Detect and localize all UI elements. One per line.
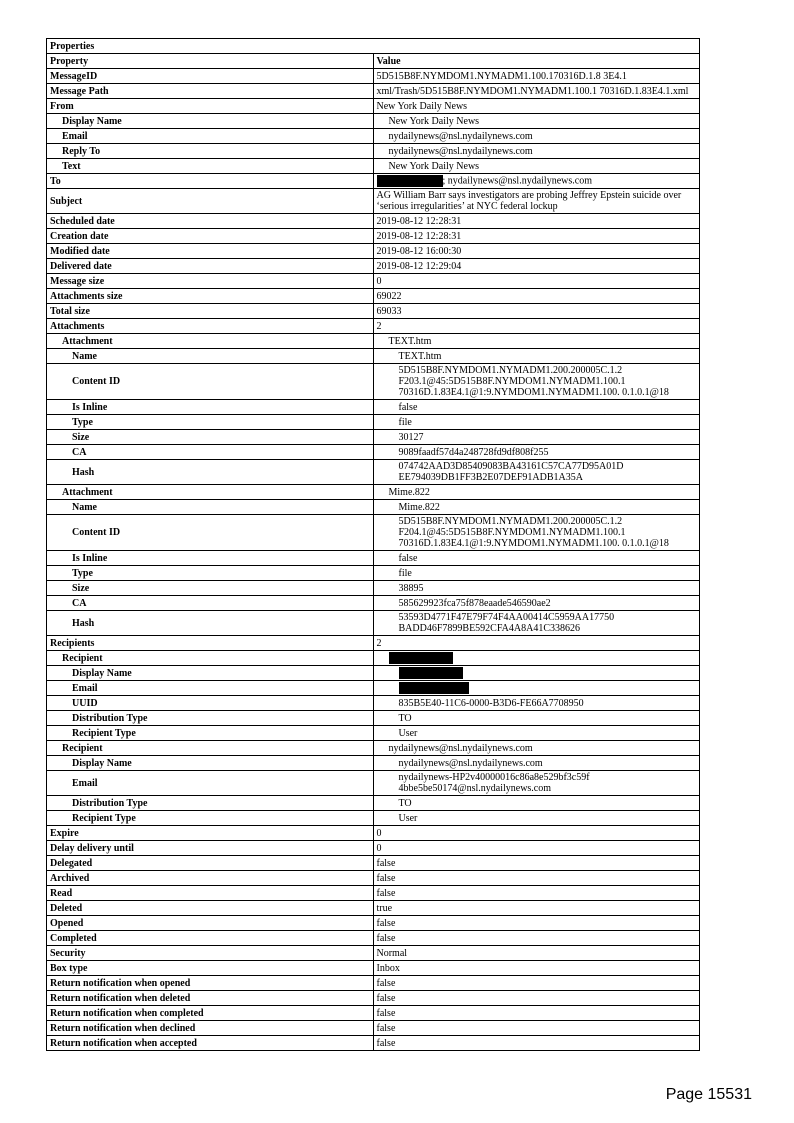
property-label: Deleted — [47, 901, 374, 916]
property-value — [373, 741, 700, 756]
table-row — [47, 946, 700, 961]
table-row — [47, 364, 700, 400]
property-label: Expire — [47, 826, 374, 841]
value-text: New York Daily News — [376, 100, 468, 112]
property-label: Recipient — [47, 741, 374, 756]
property-value — [373, 666, 700, 681]
table-row — [47, 214, 700, 229]
table-row — [47, 566, 700, 581]
property-value — [373, 144, 700, 159]
value-text: false — [398, 401, 418, 413]
table-row — [47, 976, 700, 991]
table-row — [47, 189, 700, 214]
value-text: 835B5E40-11C6-0000-B3D6-FE66A7708950 — [398, 697, 584, 709]
table-row — [47, 445, 700, 460]
value-text: false — [376, 857, 396, 869]
table-row — [47, 841, 700, 856]
property-label: Email — [47, 771, 374, 796]
value-text: New York Daily News — [388, 115, 480, 127]
property-value — [373, 711, 700, 726]
value-text: 9089faadf57d4a248728fd9df808f255 — [398, 446, 549, 458]
table-row — [47, 871, 700, 886]
property-value — [373, 99, 700, 114]
property-label: Display Name — [47, 114, 374, 129]
property-label: Distribution Type — [47, 796, 374, 811]
property-value — [373, 811, 700, 826]
property-label: Email — [47, 129, 374, 144]
redaction-block — [377, 175, 443, 187]
property-value — [373, 961, 700, 976]
property-label: CA — [47, 596, 374, 611]
value-text: 5D515B8F.NYMDOM1.NYMADM1.100.170316D.1.8 3E4.1 — [376, 70, 627, 82]
property-label: Recipients — [47, 636, 374, 651]
value-text: User — [398, 727, 418, 739]
property-label: Return notification when opened — [47, 976, 374, 991]
value-text: 0 — [376, 827, 382, 839]
value-text: 2019-08-12 16:00:30 — [376, 245, 462, 257]
table-row — [47, 1036, 700, 1051]
property-value — [373, 726, 700, 741]
property-value — [373, 856, 700, 871]
page-number: Page 15531 — [665, 1086, 752, 1103]
value-text: TO — [398, 712, 412, 724]
property-value — [373, 636, 700, 651]
property-label: To — [47, 174, 374, 189]
table-row — [47, 430, 700, 445]
value-text: false — [376, 872, 396, 884]
redaction-block — [389, 652, 453, 664]
value-text: nydailynews@nsl.nydailynews.com — [398, 757, 543, 769]
property-value — [373, 611, 700, 636]
table-row — [47, 259, 700, 274]
property-label: Return notification when deleted — [47, 991, 374, 1006]
value-text: Mime.822 — [388, 486, 430, 498]
table-row — [47, 69, 700, 84]
table-row — [47, 500, 700, 515]
table-row — [47, 1021, 700, 1036]
table-row — [47, 961, 700, 976]
property-value — [373, 796, 700, 811]
property-value — [373, 114, 700, 129]
table-row — [47, 796, 700, 811]
table-title-row — [47, 39, 700, 54]
property-label: Delegated — [47, 856, 374, 871]
table-row — [47, 756, 700, 771]
table-row — [47, 711, 700, 726]
value-text: file — [398, 416, 412, 428]
property-label: Hash — [47, 611, 374, 636]
property-value — [373, 581, 700, 596]
property-value — [373, 349, 700, 364]
property-value — [373, 334, 700, 349]
property-label: Name — [47, 349, 374, 364]
property-label: Return notification when accepted — [47, 1036, 374, 1051]
value-text: TO — [398, 797, 412, 809]
property-label: Read — [47, 886, 374, 901]
table-row — [47, 741, 700, 756]
value-text: false — [376, 977, 396, 989]
property-value — [373, 771, 700, 796]
table-row — [47, 931, 700, 946]
value-text: 2019-08-12 12:28:31 — [376, 215, 462, 227]
table-row — [47, 304, 700, 319]
property-value — [373, 129, 700, 144]
property-value — [373, 460, 700, 485]
value-text: ; nydailynews@nsl.nydailynews.com — [442, 175, 592, 187]
property-value — [373, 274, 700, 289]
property-value — [373, 681, 700, 696]
value-text: Inbox — [376, 962, 400, 974]
value-text: New York Daily News — [388, 160, 480, 172]
property-label: Recipient Type — [47, 811, 374, 826]
table-row — [47, 229, 700, 244]
property-value — [373, 696, 700, 711]
table-row — [47, 826, 700, 841]
table-row — [47, 551, 700, 566]
property-label: Return notification when completed — [47, 1006, 374, 1021]
table-row — [47, 334, 700, 349]
table-row — [47, 289, 700, 304]
table-row — [47, 596, 700, 611]
property-label: Type — [47, 415, 374, 430]
value-text: Mime.822 — [398, 501, 440, 513]
table-row — [47, 651, 700, 666]
property-value — [373, 1021, 700, 1036]
value-text: nydailynews@nsl.nydailynews.com — [388, 130, 533, 142]
value-text: Normal — [376, 947, 408, 959]
property-value — [373, 596, 700, 611]
property-value — [373, 551, 700, 566]
property-value — [373, 931, 700, 946]
property-value — [373, 946, 700, 961]
property-value — [373, 319, 700, 334]
property-value — [373, 566, 700, 581]
property-label: UUID — [47, 696, 374, 711]
table-row — [47, 856, 700, 871]
property-value — [373, 886, 700, 901]
property-value — [373, 756, 700, 771]
table-row — [47, 485, 700, 500]
value-text: true — [376, 902, 393, 914]
value-text: 585629923fca75f878eaade546590ae2 — [398, 597, 551, 609]
value-text: 2019-08-12 12:28:31 — [376, 230, 462, 242]
property-label: Delivered date — [47, 259, 374, 274]
property-label: Display Name — [47, 666, 374, 681]
value-text: false — [398, 552, 418, 564]
property-value — [373, 515, 700, 551]
property-value — [373, 1036, 700, 1051]
property-label: Return notification when declined — [47, 1021, 374, 1036]
table-row — [47, 991, 700, 1006]
property-label: Hash — [47, 460, 374, 485]
property-label: Content ID — [47, 364, 374, 400]
table-row — [47, 274, 700, 289]
table-row — [47, 916, 700, 931]
property-value — [373, 651, 700, 666]
table-row — [47, 681, 700, 696]
property-value — [373, 159, 700, 174]
table-row — [47, 349, 700, 364]
property-value — [373, 364, 700, 400]
property-label: Opened — [47, 916, 374, 931]
value-text: false — [376, 932, 396, 944]
value-text: AG William Barr says investigators are probing Jeffrey Epstein suicide over ‘serious irregularities’ at NYC federal lockup — [376, 190, 682, 212]
value-text: 5D515B8F.NYMDOM1.NYMADM1.200.200005C.1.2 F203.1@45:5D515B8F.NYMDOM1.NYMADM1.100.1 70316D.1.83E4.1@1:9.NYMDOM1.NYMADM1.100. 0.1.0.1@18 — [398, 365, 669, 398]
value-text: false — [376, 917, 396, 929]
table-row — [47, 400, 700, 415]
value-text: false — [376, 887, 396, 899]
value-text: xml/Trash/5D515B8F.NYMDOM1.NYMADM1.100.1 70316D.1.83E4.1.xml — [376, 85, 689, 97]
property-value — [373, 259, 700, 274]
value-text: nydailynews@nsl.nydailynews.com — [388, 145, 533, 157]
table-row — [47, 1006, 700, 1021]
property-label: CA — [47, 445, 374, 460]
property-label: Display Name — [47, 756, 374, 771]
table-row — [47, 99, 700, 114]
property-label: Security — [47, 946, 374, 961]
value-text: 30127 — [398, 431, 424, 443]
table-row — [47, 144, 700, 159]
property-label: Recipient Type — [47, 726, 374, 741]
table-row — [47, 515, 700, 551]
table-row — [47, 811, 700, 826]
property-label: Size — [47, 430, 374, 445]
property-label: Text — [47, 159, 374, 174]
redaction-block — [399, 667, 463, 679]
value-text: false — [376, 1037, 396, 1049]
property-label: Modified date — [47, 244, 374, 259]
property-label: Scheduled date — [47, 214, 374, 229]
property-value — [373, 214, 700, 229]
value-text: User — [398, 812, 418, 824]
property-label: Recipient — [47, 651, 374, 666]
header-value: Value — [373, 54, 700, 69]
property-label: Content ID — [47, 515, 374, 551]
property-value — [373, 244, 700, 259]
table-row — [47, 244, 700, 259]
property-value — [373, 976, 700, 991]
property-value — [373, 430, 700, 445]
property-label: Archived — [47, 871, 374, 886]
table-row — [47, 129, 700, 144]
value-text: 53593D4771F47E79F74F4AA00414C5959AA17750 BADD46F7899BE592CFA4A8A41C338626 — [398, 612, 615, 634]
property-value — [373, 84, 700, 99]
table-row — [47, 901, 700, 916]
value-text: false — [376, 1007, 396, 1019]
property-label: Attachments — [47, 319, 374, 334]
property-value — [373, 916, 700, 931]
property-label: Name — [47, 500, 374, 515]
property-value — [373, 304, 700, 319]
table-row — [47, 696, 700, 711]
value-text: nydailynews@nsl.nydailynews.com — [388, 742, 533, 754]
property-value — [373, 841, 700, 856]
property-value — [373, 189, 700, 214]
property-value — [373, 901, 700, 916]
property-label: Is Inline — [47, 551, 374, 566]
properties-table — [46, 38, 700, 1051]
property-label: Message size — [47, 274, 374, 289]
value-text: nydailynews-HP2v40000016c86a8e529bf3c59f 4bbe5be50174@nsl.nydailynews.com — [398, 772, 590, 794]
property-value — [373, 871, 700, 886]
property-value — [373, 400, 700, 415]
property-value — [373, 445, 700, 460]
property-label: Type — [47, 566, 374, 581]
property-label: Creation date — [47, 229, 374, 244]
header-property: Property — [47, 54, 374, 69]
table-header-row — [47, 54, 700, 69]
property-label: Is Inline — [47, 400, 374, 415]
property-value — [373, 229, 700, 244]
property-label: MessageID — [47, 69, 374, 84]
property-value — [373, 826, 700, 841]
property-label: Completed — [47, 931, 374, 946]
table-title: Properties — [47, 39, 700, 54]
property-value — [373, 500, 700, 515]
property-label: Email — [47, 681, 374, 696]
value-text: file — [398, 567, 412, 579]
property-value — [373, 289, 700, 304]
property-value — [373, 415, 700, 430]
property-label: Delay delivery until — [47, 841, 374, 856]
value-text: 69022 — [376, 290, 402, 302]
value-text: false — [376, 1022, 396, 1034]
property-label: Distribution Type — [47, 711, 374, 726]
table-row — [47, 159, 700, 174]
property-label: Message Path — [47, 84, 374, 99]
property-label: Attachments size — [47, 289, 374, 304]
value-text: 2 — [376, 637, 382, 649]
table-row — [47, 636, 700, 651]
redaction-block — [399, 682, 469, 694]
property-label: Attachment — [47, 485, 374, 500]
table-row — [47, 84, 700, 99]
table-row — [47, 415, 700, 430]
value-text: 2019-08-12 12:29:04 — [376, 260, 462, 272]
value-text: 074742AAD3D85409083BA43161C57CA77D95A01D EE794039DB1FF3B2E07DEF91ADB1A35A — [398, 461, 624, 483]
value-text: 0 — [376, 842, 382, 854]
property-label: Box type — [47, 961, 374, 976]
table-row — [47, 581, 700, 596]
table-row — [47, 726, 700, 741]
value-text: 38895 — [398, 582, 424, 594]
table-row — [47, 666, 700, 681]
table-row — [47, 114, 700, 129]
property-label: Size — [47, 581, 374, 596]
property-value — [373, 485, 700, 500]
table-row — [47, 319, 700, 334]
property-value — [373, 991, 700, 1006]
property-label: Total size — [47, 304, 374, 319]
table-row — [47, 460, 700, 485]
property-label: Reply To — [47, 144, 374, 159]
table-row — [47, 174, 700, 189]
value-text: 0 — [376, 275, 382, 287]
value-text: false — [376, 992, 396, 1004]
value-text: TEXT.htm — [388, 335, 432, 347]
property-label: Attachment — [47, 334, 374, 349]
property-value — [373, 174, 700, 189]
table-row — [47, 611, 700, 636]
value-text: 2 — [376, 320, 382, 332]
property-label: From — [47, 99, 374, 114]
property-value — [373, 1006, 700, 1021]
value-text: TEXT.htm — [398, 350, 442, 362]
value-text: 5D515B8F.NYMDOM1.NYMADM1.200.200005C.1.2 F204.1@45:5D515B8F.NYMDOM1.NYMADM1.100.1 70316D.1.83E4.1@1:9.NYMDOM1.NYMADM1.100. 0.1.0.1@18 — [398, 516, 669, 549]
table-row — [47, 771, 700, 796]
value-text: 69033 — [376, 305, 402, 317]
property-value — [373, 69, 700, 84]
property-label: Subject — [47, 189, 374, 214]
table-row — [47, 886, 700, 901]
